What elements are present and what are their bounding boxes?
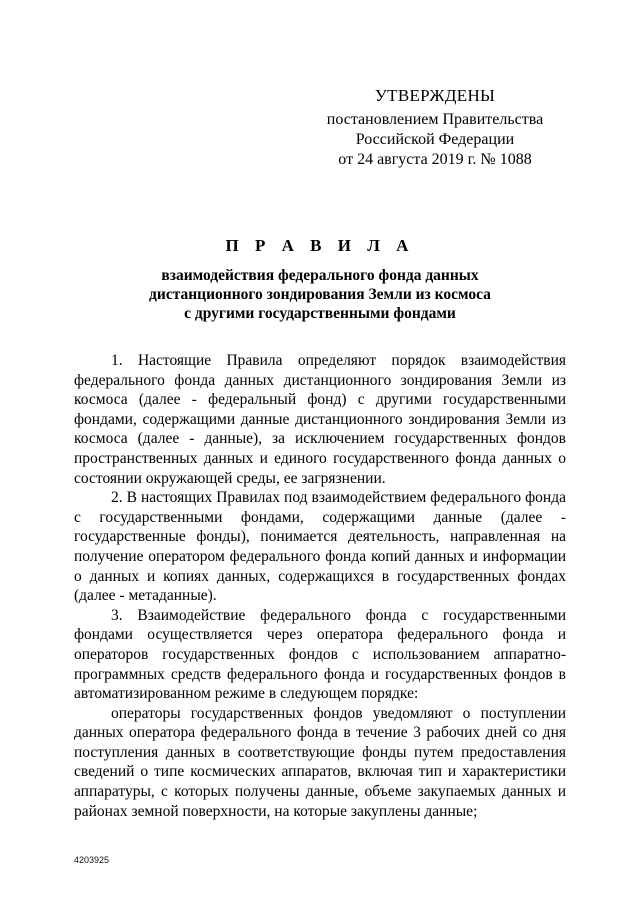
rules-subtitle-line-2: дистанционного зондирования Земли из космоса <box>149 286 491 303</box>
document-code: 4203925 <box>74 855 110 865</box>
paragraph-2: 2. В настоящих Правилах под взаимодействием федерального фонда с государственными фондами, содержащими данные (далее - государственные фонды), понимается деятельность, направленная на получение оператором федерального фонда копий данных и информации о данных и копиях данных, содержащихся в государственных фондах (далее - метаданные). <box>74 489 566 605</box>
rules-subtitle-line-3: с другими государственными фондами <box>184 305 456 322</box>
paragraph-4: операторы государственных фондов уведомляют о поступлении данных оператора федерального фонда в течение 3 рабочих дней со дня поступления данных в соответствующие фонды путем предоставления сведений о типе космических аппаратов, включая тип и характеристики аппаратуры, с которых получены данные, объеме закупаемых данных и районах земной поверхности, на которые закуплены данные; <box>74 704 566 820</box>
approval-line-3: от 24 августа 2019 г. № 1088 <box>338 151 532 168</box>
approval-line-2: Российской Федерации <box>355 131 515 148</box>
approval-stamp-block <box>325 86 545 170</box>
paragraph-1: 1. Настоящие Правила определяют порядок взаимодействия федерального фонда данных дистанционного зондирования Земли из космоса (далее - федеральный фонд) с другими государственными фондами, содержащими данные дистанционного зондирования Земли из космоса (далее - данные), за исключением государственных фондов пространственных данных и единого государственного фонда данных о состоянии окружающей среды, ее загрязнении. <box>74 352 566 487</box>
paragraph-3: 3. Взаимодействие федерального фонда с государственными фондами осуществляется через оператора федерального фонда и операторов государственных фондов с использованием аппаратно-программных средств федерального фонда и государственных фондов в автоматизированном режиме в следующем порядке: <box>74 606 566 703</box>
rules-subtitle-line-1: взаимодействия федерального фонда данных <box>161 267 479 284</box>
approval-line-1: постановлением Правительства <box>326 111 544 128</box>
document-heading <box>74 236 566 323</box>
approval-title: УТВЕРЖДЕНЫ <box>374 86 496 105</box>
rules-title: П Р А В И Л А <box>225 236 415 255</box>
document-body <box>74 351 566 821</box>
